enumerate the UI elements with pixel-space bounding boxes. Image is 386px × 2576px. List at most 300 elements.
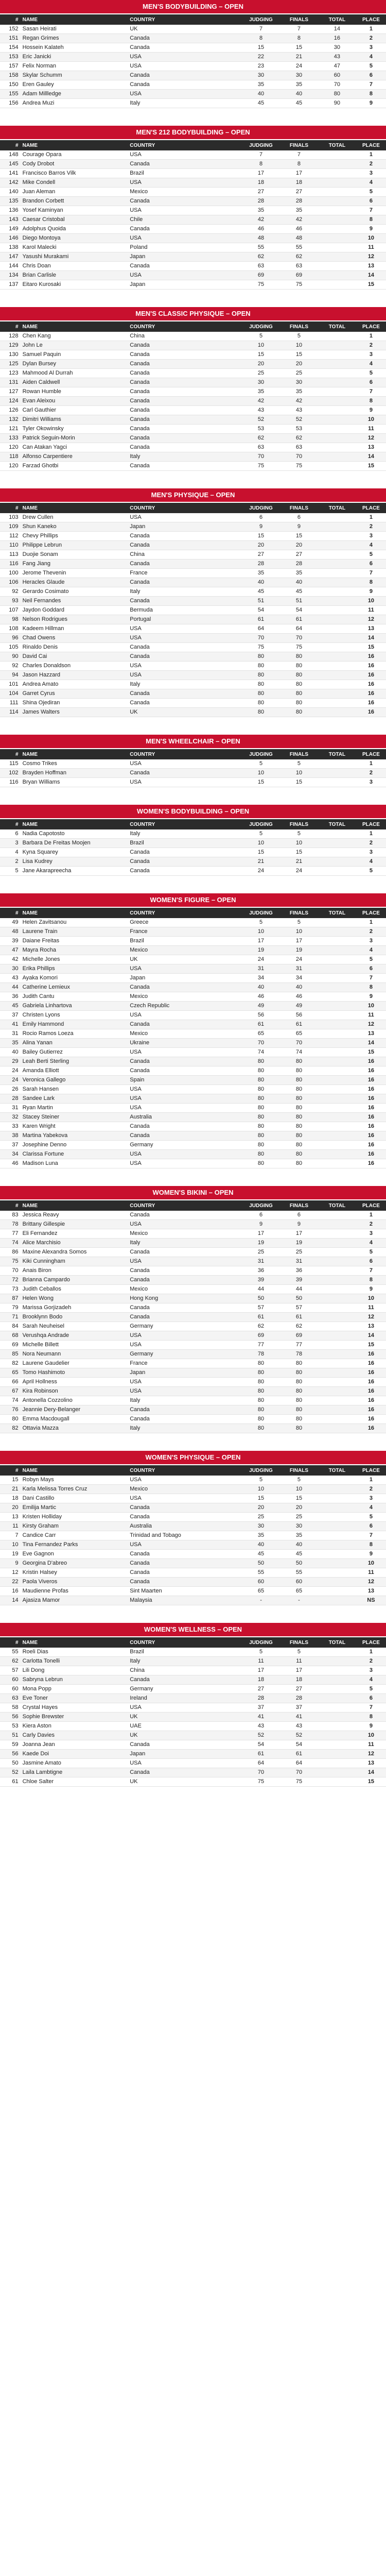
cell-finals: 21 <box>280 53 318 62</box>
table-row <box>0 1094 386 1104</box>
division-title: MEN'S WHEELCHAIR – OPEN <box>0 735 386 748</box>
cell-judging: 19 <box>242 946 280 955</box>
cell-judging: 80 <box>242 1141 280 1150</box>
cell-finals: 55 <box>280 1568 318 1578</box>
cell-country: Japan <box>128 1750 242 1759</box>
cell-num: 92 <box>0 587 21 597</box>
cell-finals: 15 <box>280 532 318 541</box>
table-row <box>0 1122 386 1131</box>
cell-country: Sint Maarten <box>128 1587 242 1596</box>
cell-judging: 40 <box>242 1540 280 1550</box>
table-row <box>0 1322 386 1331</box>
cell-judging: 6 <box>242 1211 280 1220</box>
table-row <box>0 1104 386 1113</box>
table-row <box>0 1313 386 1322</box>
cell-country: Canada <box>128 867 242 876</box>
table-row <box>0 1666 386 1675</box>
cell-num: 158 <box>0 71 21 80</box>
cell-place: 14 <box>356 1331 386 1341</box>
table-row <box>0 1494 386 1503</box>
cell-finals: 80 <box>280 1131 318 1141</box>
division-title: MEN'S CLASSIC PHYSIQUE – OPEN <box>0 307 386 320</box>
cell-total <box>318 1057 356 1066</box>
cell-judging: 80 <box>242 1424 280 1433</box>
cell-country: Malaysia <box>128 1596 242 1605</box>
cell-place: 11 <box>356 425 386 434</box>
cell-judging: 80 <box>242 652 280 662</box>
cell-finals: 41 <box>280 1713 318 1722</box>
column-header-judging: JUDGING <box>242 1637 280 1648</box>
table-row <box>0 71 386 80</box>
table-row <box>0 1011 386 1020</box>
cell-place: 1 <box>356 1476 386 1485</box>
cell-finals: 75 <box>280 462 318 471</box>
cell-finals: 28 <box>280 560 318 569</box>
table-row <box>0 178 386 188</box>
cell-place: 2 <box>356 34 386 43</box>
cell-name: Sasan Heirati <box>21 25 128 34</box>
cell-judging: 46 <box>242 992 280 1002</box>
cell-judging: 80 <box>242 1094 280 1104</box>
cell-country: Canada <box>128 1559 242 1568</box>
column-header-name: NAME <box>21 819 128 829</box>
cell-num: 60 <box>0 1675 21 1685</box>
cell-place: 16 <box>356 662 386 671</box>
cell-judging: 80 <box>242 1159 280 1168</box>
cell-judging: 80 <box>242 1368 280 1378</box>
cell-place: 10 <box>356 234 386 243</box>
cell-name: Ayaka Komori <box>21 974 128 983</box>
cell-place: 12 <box>356 1578 386 1587</box>
cell-total <box>318 918 356 927</box>
cell-country: Japan <box>128 522 242 532</box>
cell-num: 80 <box>0 1415 21 1424</box>
cell-finals: 42 <box>280 397 318 406</box>
cell-finals: 44 <box>280 1285 318 1294</box>
cell-country: Canada <box>128 369 242 378</box>
cell-finals: 80 <box>280 1387 318 1396</box>
table-row <box>0 369 386 378</box>
cell-judging: 30 <box>242 71 280 80</box>
cell-finals: 17 <box>280 937 318 946</box>
cell-country: China <box>128 1666 242 1675</box>
cell-finals: 10 <box>280 839 318 848</box>
cell-num: 130 <box>0 350 21 360</box>
column-header-num: # <box>0 908 21 918</box>
cell-place: 14 <box>356 634 386 643</box>
cell-country: Canada <box>128 197 242 206</box>
cell-total <box>318 1740 356 1750</box>
cell-num: 76 <box>0 1405 21 1415</box>
cell-total: 47 <box>318 62 356 71</box>
cell-finals: 80 <box>280 1085 318 1094</box>
cell-judging: 54 <box>242 606 280 615</box>
column-header-country: COUNTRY <box>128 14 242 25</box>
cell-finals: 30 <box>280 378 318 387</box>
cell-judging: 15 <box>242 848 280 857</box>
cell-judging: 55 <box>242 1568 280 1578</box>
cell-total <box>318 262 356 271</box>
cell-name: April Hollness <box>21 1378 128 1387</box>
cell-finals: 43 <box>280 406 318 415</box>
cell-place: 1 <box>356 1648 386 1657</box>
cell-num: 128 <box>0 332 21 341</box>
cell-name: Madison Luna <box>21 1159 128 1168</box>
cell-country: Canada <box>128 71 242 80</box>
cell-finals: 25 <box>280 1248 318 1257</box>
cell-num: 149 <box>0 225 21 234</box>
table-row <box>0 1066 386 1076</box>
cell-judging: 42 <box>242 397 280 406</box>
cell-num: 108 <box>0 624 21 634</box>
cell-place: 16 <box>356 708 386 717</box>
cell-place: 12 <box>356 252 386 262</box>
cell-finals: 77 <box>280 1341 318 1350</box>
cell-num: 120 <box>0 443 21 452</box>
cell-judging: 80 <box>242 671 280 680</box>
cell-country: Mexico <box>128 946 242 955</box>
table-row <box>0 43 386 53</box>
cell-place: 13 <box>356 443 386 452</box>
results-table <box>0 14 386 108</box>
cell-judging: 52 <box>242 1731 280 1740</box>
cell-judging: 10 <box>242 839 280 848</box>
column-header-place: PLACE <box>356 819 386 829</box>
cell-place: 13 <box>356 1759 386 1768</box>
cell-total <box>318 946 356 955</box>
division-results <box>0 805 386 876</box>
cell-num: 59 <box>0 1740 21 1750</box>
cell-place: 2 <box>356 160 386 169</box>
cell-name: Francisco Barros Vilk <box>21 169 128 178</box>
cell-name: Karla Melissa Torres Cruz <box>21 1485 128 1494</box>
cell-place: 16 <box>356 1396 386 1405</box>
cell-country: Brazil <box>128 839 242 848</box>
division-results <box>0 735 386 787</box>
cell-finals: 18 <box>280 1675 318 1685</box>
cell-country: Canada <box>128 1066 242 1076</box>
column-header-place: PLACE <box>356 1200 386 1211</box>
table-row <box>0 1002 386 1011</box>
cell-finals: 60 <box>280 1578 318 1587</box>
cell-num: 157 <box>0 62 21 71</box>
cell-place: 11 <box>356 1568 386 1578</box>
cell-finals: 80 <box>280 1094 318 1104</box>
cell-country: Canada <box>128 699 242 708</box>
cell-country: UK <box>128 708 242 717</box>
cell-finals: 52 <box>280 415 318 425</box>
cell-finals: 56 <box>280 1011 318 1020</box>
cell-total <box>318 634 356 643</box>
cell-total <box>318 1750 356 1759</box>
cell-place: 13 <box>356 1029 386 1039</box>
column-header-name: NAME <box>21 1637 128 1648</box>
cell-total <box>318 1494 356 1503</box>
cell-finals: 8 <box>280 34 318 43</box>
cell-name: Garret Cyrus <box>21 689 128 699</box>
table-row <box>0 1396 386 1405</box>
cell-finals: 49 <box>280 1002 318 1011</box>
table-row <box>0 946 386 955</box>
cell-judging: 80 <box>242 1150 280 1159</box>
table-row <box>0 341 386 350</box>
cell-country: UK <box>128 25 242 34</box>
cell-name: Ryan Martin <box>21 1104 128 1113</box>
cell-judging: 80 <box>242 1104 280 1113</box>
cell-place: 2 <box>356 927 386 937</box>
cell-total <box>318 397 356 406</box>
cell-name: Courage Opara <box>21 150 128 160</box>
table-row <box>0 867 386 876</box>
cell-country: China <box>128 550 242 560</box>
results-table <box>0 140 386 290</box>
cell-judging: 30 <box>242 1522 280 1531</box>
column-header-name: NAME <box>21 749 128 759</box>
column-header-name: NAME <box>21 321 128 332</box>
cell-total <box>318 271 356 280</box>
cell-total: 43 <box>318 53 356 62</box>
table-row <box>0 1350 386 1359</box>
cell-country: Spain <box>128 1076 242 1085</box>
cell-country: Australia <box>128 1522 242 1531</box>
table-row <box>0 1540 386 1550</box>
cell-judging: 46 <box>242 225 280 234</box>
cell-judging: 70 <box>242 634 280 643</box>
cell-total <box>318 188 356 197</box>
table-row <box>0 1039 386 1048</box>
cell-country: Canada <box>128 848 242 857</box>
table-row <box>0 1257 386 1266</box>
division-title: WOMEN'S BIKINI – OPEN <box>0 1186 386 1199</box>
cell-finals: 55 <box>280 243 318 252</box>
cell-num: 131 <box>0 378 21 387</box>
cell-finals: 53 <box>280 425 318 434</box>
table-header-row <box>0 503 386 513</box>
column-header-total: TOTAL <box>318 1637 356 1648</box>
division-title: WOMEN'S BODYBUILDING – OPEN <box>0 805 386 818</box>
cell-num: 109 <box>0 522 21 532</box>
cell-total <box>318 225 356 234</box>
cell-total <box>318 541 356 550</box>
division-results <box>0 0 386 108</box>
cell-total: 30 <box>318 43 356 53</box>
column-header-judging: JUDGING <box>242 819 280 829</box>
cell-country: USA <box>128 271 242 280</box>
cell-judging: 43 <box>242 406 280 415</box>
cell-total <box>318 708 356 717</box>
table-row <box>0 597 386 606</box>
cell-finals: 28 <box>280 197 318 206</box>
table-row <box>0 1759 386 1768</box>
cell-num: 74 <box>0 1396 21 1405</box>
cell-total <box>318 1368 356 1378</box>
cell-name: Chloe Salter <box>21 1777 128 1787</box>
cell-num: 145 <box>0 160 21 169</box>
table-row <box>0 522 386 532</box>
cell-num: 121 <box>0 425 21 434</box>
cell-num: 50 <box>0 1759 21 1768</box>
cell-num: 127 <box>0 387 21 397</box>
cell-finals: 64 <box>280 624 318 634</box>
cell-finals: 10 <box>280 1485 318 1494</box>
cell-num: 22 <box>0 1578 21 1587</box>
cell-name: Martina Yabekova <box>21 1131 128 1141</box>
column-header-judging: JUDGING <box>242 908 280 918</box>
column-header-place: PLACE <box>356 1637 386 1648</box>
cell-num: 152 <box>0 25 21 34</box>
cell-total <box>318 587 356 597</box>
cell-total <box>318 280 356 290</box>
cell-name: Tyler Okowinsky <box>21 425 128 434</box>
cell-judging: 41 <box>242 1713 280 1722</box>
cell-num: 47 <box>0 946 21 955</box>
cell-total <box>318 215 356 225</box>
table-row <box>0 1675 386 1685</box>
cell-country: Italy <box>128 1396 242 1405</box>
cell-num: 96 <box>0 634 21 643</box>
cell-num: 36 <box>0 992 21 1002</box>
cell-country: Italy <box>128 829 242 839</box>
cell-judging: 40 <box>242 983 280 992</box>
cell-country: Canada <box>128 341 242 350</box>
cell-judging: 8 <box>242 34 280 43</box>
cell-place: 16 <box>356 1066 386 1076</box>
cell-name: Charles Donaldson <box>21 662 128 671</box>
cell-country: Canada <box>128 1303 242 1313</box>
cell-total <box>318 955 356 964</box>
cell-total <box>318 522 356 532</box>
cell-total <box>318 1066 356 1076</box>
division-results <box>0 893 386 1168</box>
table-row <box>0 25 386 34</box>
table-row <box>0 332 386 341</box>
cell-num: 150 <box>0 80 21 90</box>
table-row <box>0 927 386 937</box>
cell-finals: 75 <box>280 1777 318 1787</box>
column-header-country: COUNTRY <box>128 819 242 829</box>
cell-name: Josephine Denno <box>21 1141 128 1150</box>
cell-place: 13 <box>356 624 386 634</box>
cell-place: 16 <box>356 1368 386 1378</box>
cell-place: 3 <box>356 848 386 857</box>
cell-place: 16 <box>356 1131 386 1141</box>
cell-place: 15 <box>356 280 386 290</box>
cell-place: 7 <box>356 387 386 397</box>
cell-total <box>318 1378 356 1387</box>
cell-finals: 40 <box>280 90 318 99</box>
cell-judging: 45 <box>242 1550 280 1559</box>
cell-judging: 30 <box>242 378 280 387</box>
cell-name: Brayden Hoffman <box>21 769 128 778</box>
cell-place: 16 <box>356 1141 386 1150</box>
cell-num: 6 <box>0 829 21 839</box>
column-header-num: # <box>0 819 21 829</box>
cell-judging: 31 <box>242 964 280 974</box>
cell-name: Laurene Train <box>21 927 128 937</box>
cell-country: Ireland <box>128 1694 242 1703</box>
cell-num: 31 <box>0 1104 21 1113</box>
results-table <box>0 321 386 471</box>
cell-name: Shina Ojediran <box>21 699 128 708</box>
cell-name: Brian Carlisle <box>21 271 128 280</box>
cell-finals: 52 <box>280 1731 318 1740</box>
cell-finals: 80 <box>280 1122 318 1131</box>
cell-judging: 9 <box>242 1220 280 1229</box>
cell-country: USA <box>128 624 242 634</box>
cell-place: 15 <box>356 1777 386 1787</box>
cell-name: Jane Akarapreecha <box>21 867 128 876</box>
cell-name: Maxine Alexandra Somos <box>21 1248 128 1257</box>
cell-finals: 80 <box>280 1378 318 1387</box>
cell-num: 107 <box>0 606 21 615</box>
cell-country: Mexico <box>128 1029 242 1039</box>
cell-num: 3 <box>0 839 21 848</box>
table-row <box>0 280 386 290</box>
table-row <box>0 1048 386 1057</box>
cell-finals: 40 <box>280 1540 318 1550</box>
table-row <box>0 1113 386 1122</box>
cell-total <box>318 1777 356 1787</box>
cell-total <box>318 1703 356 1713</box>
cell-num: 147 <box>0 252 21 262</box>
cell-total <box>318 1331 356 1341</box>
cell-place: 4 <box>356 53 386 62</box>
cell-judging: 35 <box>242 387 280 397</box>
cell-total <box>318 839 356 848</box>
cell-finals: 50 <box>280 1559 318 1568</box>
table-row <box>0 615 386 624</box>
cell-judging: 15 <box>242 350 280 360</box>
cell-place: 16 <box>356 1122 386 1131</box>
cell-total: 90 <box>318 99 356 108</box>
cell-name: Carl Gauthier <box>21 406 128 415</box>
table-row <box>0 1777 386 1787</box>
cell-name: Karol Malecki <box>21 243 128 252</box>
cell-judging: 80 <box>242 1085 280 1094</box>
cell-name: Dani Castillo <box>21 1494 128 1503</box>
cell-country: Canada <box>128 1768 242 1777</box>
cell-place: 15 <box>356 462 386 471</box>
cell-total <box>318 1011 356 1020</box>
cell-country: USA <box>128 178 242 188</box>
cell-num: 129 <box>0 341 21 350</box>
cell-num: 58 <box>0 1703 21 1713</box>
cell-name: Stacey Steiner <box>21 1113 128 1122</box>
cell-judging: 80 <box>242 708 280 717</box>
table-row <box>0 964 386 974</box>
cell-place: 9 <box>356 99 386 108</box>
table-row <box>0 252 386 262</box>
cell-place: 2 <box>356 1485 386 1494</box>
cell-judging: 80 <box>242 1405 280 1415</box>
cell-country: Ukraine <box>128 1039 242 1048</box>
cell-judging: 64 <box>242 624 280 634</box>
division-title: WOMEN'S WELLNESS – OPEN <box>0 1623 386 1636</box>
column-header-finals: FINALS <box>280 1465 318 1476</box>
cell-judging: 28 <box>242 1694 280 1703</box>
cell-num: 12 <box>0 1568 21 1578</box>
cell-num: 31 <box>0 1029 21 1039</box>
cell-finals: 19 <box>280 946 318 955</box>
cell-country: USA <box>128 1104 242 1113</box>
cell-num: 33 <box>0 1122 21 1131</box>
column-header-country: COUNTRY <box>128 749 242 759</box>
cell-place: 2 <box>356 522 386 532</box>
cell-country: USA <box>128 759 242 769</box>
cell-num: 79 <box>0 1303 21 1313</box>
table-row <box>0 1648 386 1657</box>
cell-total <box>318 1759 356 1768</box>
